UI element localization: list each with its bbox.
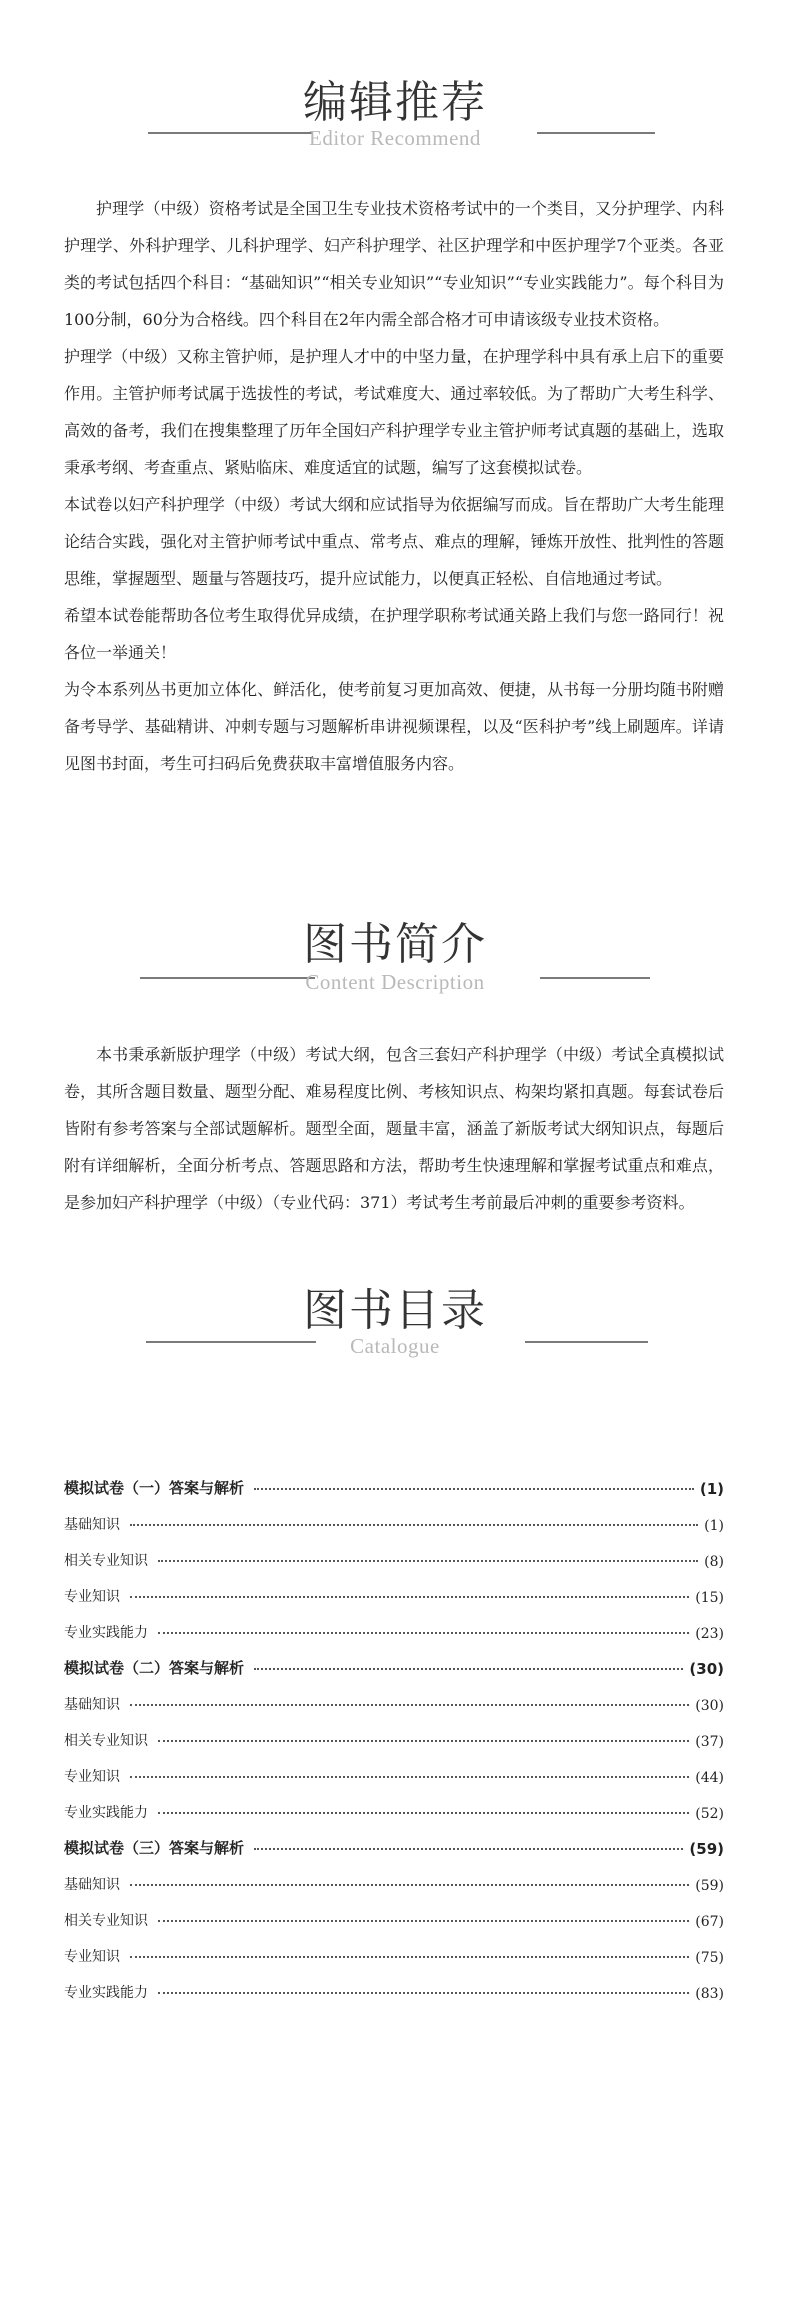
toc-entry-title: 基础知识 bbox=[64, 1877, 120, 1893]
editor-paragraph: 希望本试卷能帮助各位考生取得优异成绩，在护理学职称考试通关路上我们与您一路同行！祝各位一举通关！ bbox=[64, 606, 724, 662]
toc-leader-dots bbox=[254, 1848, 683, 1850]
toc-entry-title: 模拟试卷（三）答案与解析 bbox=[64, 1839, 245, 1857]
toc-entry-page: (1) bbox=[704, 1518, 724, 1534]
toc-section-row bbox=[64, 1498, 724, 1534]
editor-paragraph: 为令本系列丛书更加立体化、鲜活化，使考前复习更加高效、便捷，从书每一分册均随书附赠备考导学、基础精讲、冲刺专题与习题解析串讲视频课程，以及“医科护考”线上刷题库。详请见图书封面，考生可扫码后免费获取丰富增值服务内容。 bbox=[64, 680, 724, 773]
toc-section-row bbox=[64, 1786, 724, 1822]
toc-leader-dots bbox=[130, 1956, 689, 1958]
toc-entry-page: (30) bbox=[689, 1660, 724, 1678]
editor-paragraph: 护理学（中级）资格考试是全国卫生专业技术资格考试中的一个类目，又分护理学、内科护理学、外科护理学、儿科护理学、妇产科护理学、社区护理学和中医护理学7个亚类。各亚类的考试包括四个科目：“基础知识”“相关专业知识”“专业知识”“专业实践能力”。每个科目为100分制，60分为合格线。四个科目在2年内需全部合格才可申请该级专业技术资格。 bbox=[64, 199, 724, 329]
toc-leader-dots bbox=[130, 1884, 689, 1886]
toc-section-row bbox=[64, 1534, 724, 1570]
toc-entry-page: (59) bbox=[689, 1840, 724, 1858]
toc-leader-dots bbox=[158, 1812, 689, 1814]
toc-entry-title: 相关专业知识 bbox=[64, 1733, 148, 1749]
toc-leader-dots bbox=[130, 1524, 698, 1526]
content-subtitle: Content Description bbox=[305, 970, 485, 994]
toc-leader-dots bbox=[158, 1632, 689, 1634]
toc-entry-page: (37) bbox=[695, 1734, 724, 1750]
content-body bbox=[64, 1036, 724, 1221]
toc-chapter-row bbox=[64, 1462, 724, 1498]
toc-entry-title: 相关专业知识 bbox=[64, 1553, 148, 1569]
toc-leader-dots bbox=[130, 1776, 689, 1778]
toc-entry-title: 相关专业知识 bbox=[64, 1913, 148, 1929]
toc-entry-title: 基础知识 bbox=[64, 1697, 120, 1713]
editor-subtitle: Editor Recommend bbox=[309, 126, 481, 150]
toc-leader-dots bbox=[158, 1992, 689, 1994]
toc-section-row bbox=[64, 1858, 724, 1894]
toc-entry-page: (8) bbox=[704, 1554, 724, 1570]
catalogue-list bbox=[64, 1462, 724, 2002]
editor-body bbox=[64, 190, 724, 782]
toc-leader-dots bbox=[158, 1920, 689, 1922]
content-title: 图书简介 bbox=[303, 919, 487, 970]
toc-entry-title: 专业实践能力 bbox=[64, 1985, 148, 2001]
content-paragraph: 本书秉承新版护理学（中级）考试大纲，包含三套妇产科护理学（中级）考试全真模拟试卷，其所含题目数量、题型分配、难易程度比例、考核知识点、构架均紧扣真题。每套试卷后皆附有参考答案与全部试题解析。题型全面，题量丰富，涵盖了新版考试大纲知识点，每题后附有详细解析，全面分析考点、答题思路和方法，帮助考生快速理解和掌握考试重点和难点，是参加妇产科护理学（中级）（专业代码：371）考试考生考前最后冲刺的重要参考资料。 bbox=[64, 1045, 724, 1212]
toc-section-row bbox=[64, 1678, 724, 1714]
toc-entry-page: (75) bbox=[695, 1950, 724, 1966]
toc-section-row bbox=[64, 1750, 724, 1786]
toc-entry-title: 专业知识 bbox=[64, 1949, 120, 1965]
toc-chapter-row bbox=[64, 1642, 724, 1678]
toc-leader-dots bbox=[130, 1704, 689, 1706]
toc-leader-dots bbox=[158, 1740, 689, 1742]
toc-entry-title: 专业实践能力 bbox=[64, 1625, 148, 1641]
toc-section-row bbox=[64, 1894, 724, 1930]
editor-paragraph: 本试卷以妇产科护理学（中级）考试大纲和应试指导为依据编写而成。旨在帮助广大考生能理论结合实践，强化对主管护师考试中重点、常考点、难点的理解，锤炼开放性、批判性的答题思维，掌握题型、题量与答题技巧，提升应试能力，以便真正轻松、自信地通过考试。 bbox=[64, 495, 724, 588]
editor-title: 编辑推荐 bbox=[303, 77, 487, 128]
toc-leader-dots bbox=[158, 1560, 698, 1562]
toc-entry-title: 专业知识 bbox=[64, 1769, 120, 1785]
toc-section-row bbox=[64, 1606, 724, 1642]
toc-leader-dots bbox=[254, 1668, 683, 1670]
toc-entry-page: (15) bbox=[695, 1590, 724, 1606]
toc-entry-page: (23) bbox=[695, 1626, 724, 1642]
toc-leader-dots bbox=[254, 1488, 694, 1490]
catalogue-subtitle: Catalogue bbox=[350, 1334, 440, 1358]
toc-entry-page: (52) bbox=[695, 1806, 724, 1822]
toc-section-row bbox=[64, 1570, 724, 1606]
toc-entry-page: (30) bbox=[695, 1698, 724, 1714]
editor-paragraph: 护理学（中级）又称主管护师，是护理人才中的中坚力量，在护理学科中具有承上启下的重要作用。主管护师考试属于选拔性的考试，考试难度大、通过率较低。为了帮助广大考生科学、高效的备考，我们在搜集整理了历年全国妇产科护理学专业主管护师考试真题的基础上，选取秉承考纲、考查重点、紧贴临床、难度适宜的试题，编写了这套模拟试卷。 bbox=[64, 347, 724, 477]
toc-section-row bbox=[64, 1966, 724, 2002]
catalogue-title: 图书目录 bbox=[303, 1285, 487, 1336]
toc-entry-title: 基础知识 bbox=[64, 1517, 120, 1533]
toc-entry-title: 专业实践能力 bbox=[64, 1805, 148, 1821]
toc-entry-page: (83) bbox=[695, 1986, 724, 2002]
toc-chapter-row bbox=[64, 1822, 724, 1858]
toc-section-row bbox=[64, 1930, 724, 1966]
toc-entry-title: 模拟试卷（一）答案与解析 bbox=[64, 1479, 245, 1497]
toc-entry-page: (44) bbox=[695, 1770, 724, 1786]
toc-leader-dots bbox=[130, 1596, 689, 1598]
toc-section-row bbox=[64, 1714, 724, 1750]
toc-entry-page: (1) bbox=[699, 1480, 724, 1498]
toc-entry-page: (59) bbox=[695, 1878, 724, 1894]
toc-entry-title: 模拟试卷（二）答案与解析 bbox=[64, 1659, 245, 1677]
toc-entry-title: 专业知识 bbox=[64, 1589, 120, 1605]
toc-entry-page: (67) bbox=[695, 1914, 724, 1930]
